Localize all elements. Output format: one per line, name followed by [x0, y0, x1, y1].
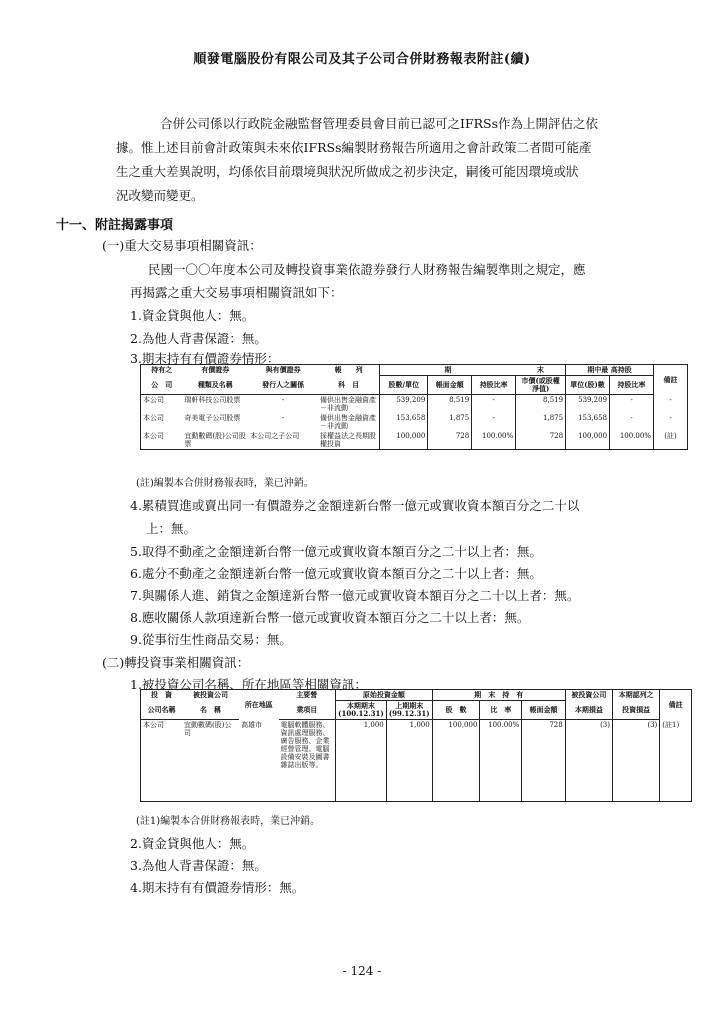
cell-market-value: 1,875: [516, 413, 566, 431]
th-market-value: 市價(或股權淨值): [516, 376, 566, 395]
cell-remark: (註): [654, 431, 688, 450]
cell-relation: -: [281, 396, 285, 405]
sub2-item-2: 2.資金貸與他人：無。: [130, 836, 255, 851]
cell-pl: (3): [565, 720, 612, 802]
th-investor-top: 投 資: [141, 690, 182, 701]
cell-account: 備供出售金融資產－非流動: [319, 414, 376, 431]
th-shares: 股 數: [432, 701, 480, 720]
table1-footnote: (註)編製本合併財務報表時，業已沖銷。: [136, 478, 314, 489]
th-account-bottom: 科 目: [318, 376, 380, 395]
th-shares: 股數/單位: [380, 376, 428, 395]
sub1-item-3: 3.期末持有有價證券情形：: [130, 351, 280, 366]
th-recog-top: 本期認列之: [612, 690, 659, 701]
cell-max-units: 153,658: [566, 413, 610, 431]
th-investor-bottom: 公司名稱: [141, 701, 182, 720]
intro-line-3: 生之重大差異說明，均係依目前環境與狀況所做成之初步決定，嗣後可能因環境或狀: [116, 164, 579, 179]
cell-book: 8,519: [428, 395, 472, 414]
cell-security: 宜動數碼(股)公司股票: [182, 431, 248, 450]
table-row: [141, 720, 692, 802]
sub1-item-4-line-2: 上：無。: [146, 521, 197, 536]
cell-max-units: 539,209: [566, 395, 610, 414]
cell-market-value: 728: [516, 431, 566, 450]
cell-investor: 本公司: [141, 720, 182, 802]
table-row: [141, 431, 688, 450]
section-heading: 十一、附註揭露事項: [56, 218, 174, 233]
sub1-item-5: 5.取得不動產之金額達新台幣一億元或實收資本額百分之二十以上者：無。: [130, 544, 542, 559]
th-remark: 備註: [660, 690, 692, 720]
cell-remark: -: [654, 413, 688, 431]
investee-table: [140, 689, 692, 802]
th-holder-top: 持有之: [141, 365, 183, 376]
cell-book: 728: [428, 431, 472, 450]
th-pl-top: 被投資公司: [565, 690, 612, 701]
cell-relation: 本公司之子公司: [248, 431, 318, 450]
cell-business: 電腦軟體服務、資訊處理服務、廣告服務、企業經營管理、電腦設備安裝及圖書雜誌出版等。: [279, 720, 336, 802]
table-row: [141, 413, 688, 431]
th-ratio: 持股比率: [472, 376, 516, 395]
sub1-item-8: 8.應收關係人款項達新台幣一億元或實收資本額百分之二十以上者：無。: [130, 610, 530, 625]
th-remark: 備註: [654, 365, 688, 395]
th-end-holding: 期 末 持 有: [432, 690, 565, 701]
page-number: - 124 -: [342, 964, 382, 978]
th-recog-bottom: 投資損益: [612, 701, 659, 720]
cell-max-ratio: -: [610, 413, 654, 431]
th-account-top: 帳 列: [318, 365, 380, 376]
th-business-bottom: 業項目: [279, 701, 336, 720]
sub1-item-2: 2.為他人背書保證：無。: [130, 331, 267, 346]
th-original-investment: 原始投資金額: [336, 690, 433, 701]
th-security-bottom: 種類及名稱: [182, 376, 248, 395]
sub1-item-4-line-1: 4.累積買進或賣出同一有價證券之金額達新台幣一億元或實收資本額百分之二十以: [130, 498, 580, 513]
table2-footnote: (註1)編製本合併財務報表時，業已沖銷。: [136, 816, 321, 827]
cell-shares: 100,000: [432, 720, 480, 802]
sub2-item-4: 4.期末持有有價證券情形：無。: [130, 880, 305, 895]
sub1-item-9: 9.從事衍生性商品交易：無。: [130, 632, 292, 647]
cell-ratio: -: [472, 413, 516, 431]
th-investee-bottom: 名 稱: [182, 701, 239, 720]
th-max-ratio: 持股比率: [610, 376, 654, 395]
cell-max-ratio: 100.00%: [610, 431, 654, 450]
sub1-para-line-1: 民國一〇〇年度本公司及轉投資事業依證券發行人財務報告編製準則之規定，應: [148, 262, 586, 277]
page-title: 順發電腦股份有限公司及其子公司合併財務報表附註(續): [193, 52, 531, 67]
cell-relation: -: [281, 414, 285, 423]
cell-shares: 539,209: [380, 395, 428, 414]
th-book: 帳面金額: [522, 701, 565, 720]
cell-holder: 本公司: [141, 395, 183, 414]
cell-market-value: 8,519: [516, 395, 566, 414]
th-relation-top: 與有價證券: [248, 365, 318, 376]
cell-holder: 本公司: [141, 413, 183, 431]
cell-ratio: 100.00%: [480, 720, 522, 802]
subsection-heading-2: (二)轉投資事業相關資訊：: [102, 655, 250, 670]
th-investee-top: 被投資公司: [182, 690, 239, 701]
table-row: [141, 395, 688, 414]
cell-security: 奇美電子公司股票: [184, 414, 241, 423]
th-orig-current: 本期期末 (100.12.31): [336, 701, 387, 720]
th-max-hold: 期中最 高持股: [566, 365, 654, 376]
cell-orig-current: 1,000: [336, 720, 387, 802]
th-period-left: 期: [380, 365, 516, 376]
cell-location: 高雄市: [239, 720, 278, 802]
cell-holder: 本公司: [141, 431, 183, 450]
cell-security: 瑞軒科技公司股票: [184, 396, 241, 405]
th-business-top: 主要營: [279, 690, 336, 701]
th-period-right: 末: [516, 365, 566, 376]
cell-recog: (3): [612, 720, 659, 802]
cell-account: 採權益法之長期股權投資: [318, 431, 380, 450]
sub1-item-6: 6.處分不動產之金額達新台幣一億元或實收資本額百分之二十以上者：無。: [130, 566, 542, 581]
cell-max-ratio: -: [610, 395, 654, 414]
th-relation-bottom: 發行人之關係: [248, 376, 318, 395]
th-pl-bottom: 本期損益: [565, 701, 612, 720]
cell-ratio: 100.00%: [472, 431, 516, 450]
cell-shares: 100,000: [380, 431, 428, 450]
th-orig-previous: 上期期末 (99.12.31): [386, 701, 432, 720]
th-ratio: 比 率: [480, 701, 522, 720]
sub1-item-7: 7.與關係人進、銷貨之金額達新台幣一億元或實收資本額百分之二十以上者：無。: [130, 588, 580, 603]
sub1-para-line-2: 再揭露之重大交易事項相關資訊如下：: [130, 285, 343, 300]
th-holder-bottom: 公 司: [141, 376, 183, 395]
cell-investee: 宜動數碼(股)公司: [182, 720, 239, 802]
securities-table: [140, 364, 688, 450]
th-security-top: 有價證券: [182, 365, 248, 376]
sub2-item-3: 3.為他人背書保證：無。: [130, 858, 267, 873]
sub1-item-1: 1.資金貸與他人：無。: [130, 308, 255, 323]
cell-remark: (註1): [660, 720, 692, 802]
th-location: 所在地區: [239, 690, 278, 720]
intro-line-2: 據。惟上述目前會計政策與未來依IFRSs編製財務報告所適用之會計政策二者間可能產: [116, 140, 592, 155]
intro-line-4: 況改變而變更。: [116, 188, 204, 203]
sub2-item-1: 1.被投資公司名稱、所在地區等相關資訊：: [130, 677, 367, 692]
cell-remark: -: [654, 395, 688, 414]
cell-book: 728: [522, 720, 565, 802]
th-book: 帳面金額: [428, 376, 472, 395]
cell-shares: 153,658: [380, 413, 428, 431]
cell-max-units: 100,000: [566, 431, 610, 450]
cell-ratio: -: [472, 395, 516, 414]
subsection-heading-1: (一)重大交易事項相關資訊：: [102, 238, 262, 253]
intro-line-1: 合併公司係以行政院金融監督管理委員會目前已認可之IFRSs作為上開評估之依: [160, 116, 599, 131]
th-max-units: 單位(股)數: [566, 376, 610, 395]
cell-book: 1,875: [428, 413, 472, 431]
cell-account: 備供出售金融資產－非流動: [319, 396, 376, 413]
cell-orig-previous: 1,000: [386, 720, 432, 802]
